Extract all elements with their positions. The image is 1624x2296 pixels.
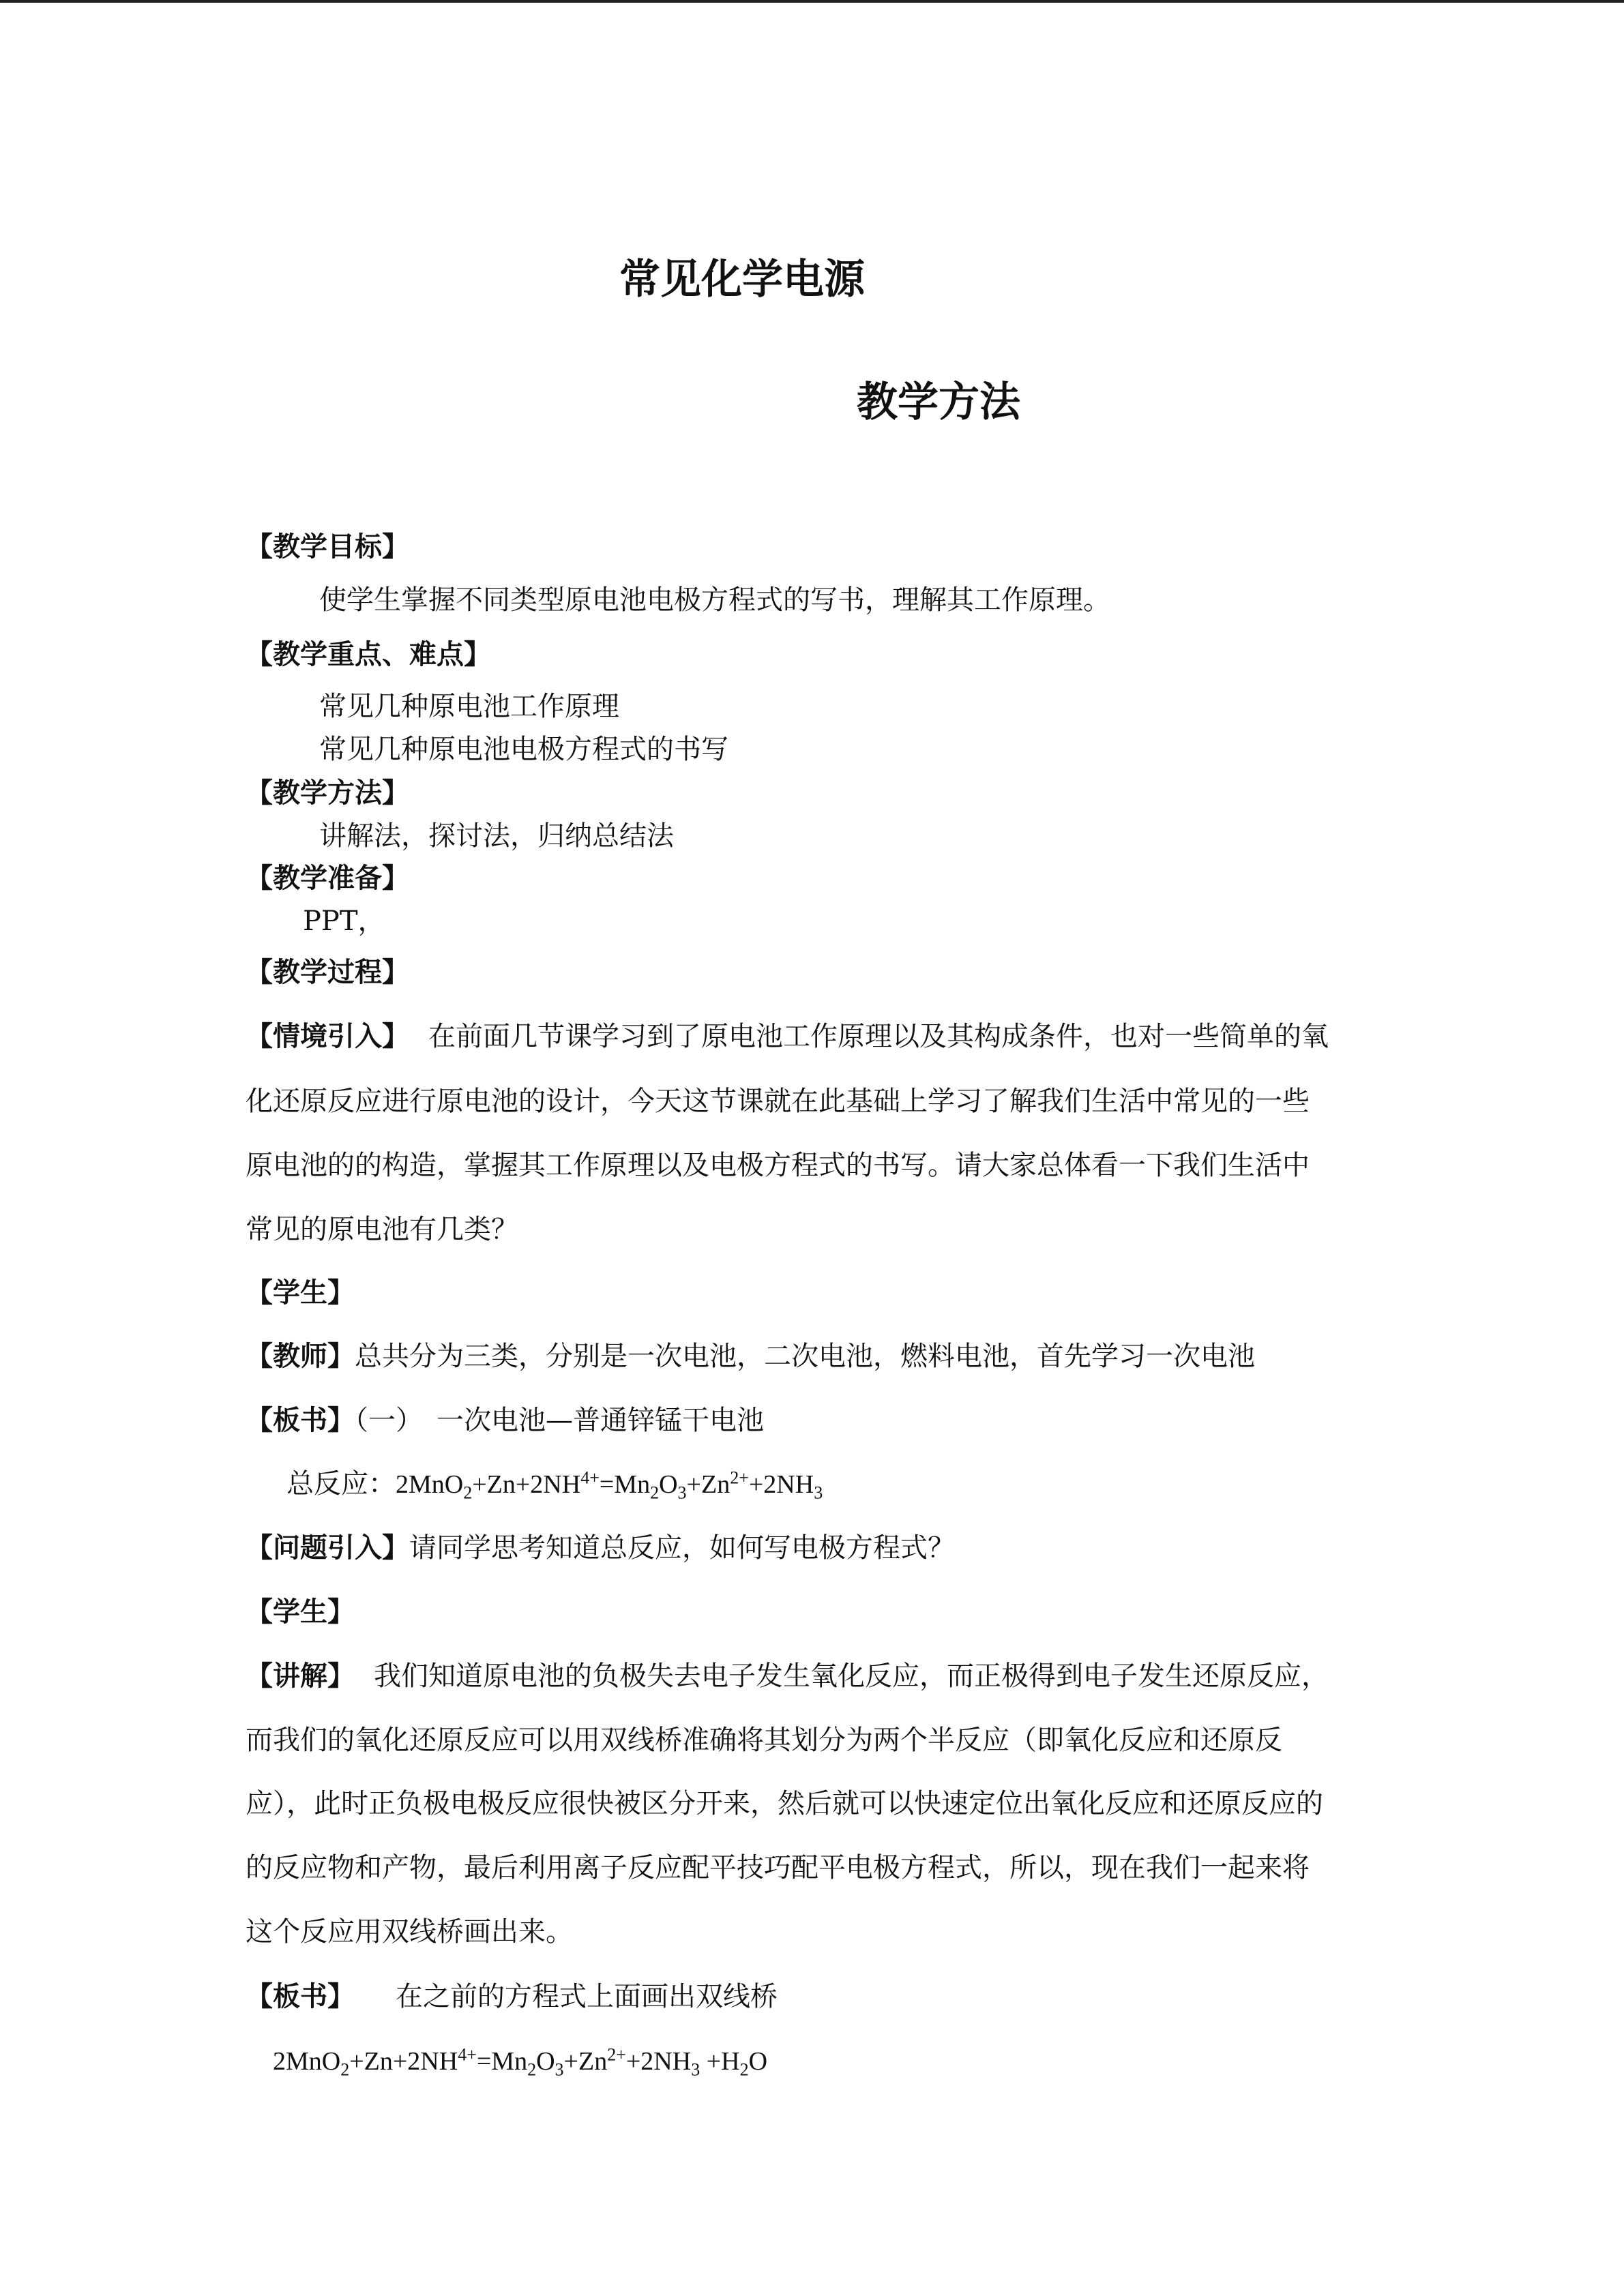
section-methods-heading: 【教学方法】 — [246, 777, 409, 809]
explain-paragraph-line: 【讲解】 我们知道原电池的负极失去电子发生氧化反应，而正极得到电子发生还原反应， — [246, 1660, 1329, 1692]
key-point-item: 常见几种原电池工作原理 — [319, 691, 619, 722]
preparation-text: PPT， — [303, 906, 385, 937]
teacher-heading: 【教师】 — [246, 1341, 355, 1372]
section-process-heading: 【教学过程】 — [246, 957, 409, 988]
board-heading: 【板书】 — [246, 1405, 355, 1436]
board-line: 【板书】 在之前的方程式上面画出双线桥 — [246, 1981, 778, 2012]
teacher-line: 【教师】总共分为三类，分别是一次电池，二次电池，燃料电池，首先学习一次电池 — [246, 1341, 1255, 1372]
intro-paragraph-line: 【情境引入】 在前面几节课学习到了原电池工作原理以及其构成条件，也对一些简单的氧 — [246, 1021, 1329, 1052]
question-line: 【问题引入】请同学思考知道总反应，如何写电极方程式？ — [246, 1532, 955, 1564]
intro-paragraph-line: 化还原反应进行原电池的设计，今天这节课就在此基础上学习了解我们生活中常见的一些 — [246, 1086, 1310, 1117]
question-heading: 【问题引入】 — [246, 1532, 409, 1564]
section-key-points-heading: 【教学重点、难点】 — [246, 639, 491, 670]
total-reaction-equation: 总反应：$2MnO_2+Zn+2NH^{4+}=Mn_2O_3+Zn^{2+}+2NH_3$ — [286, 1467, 823, 1503]
explain-paragraph-line: 而我们的氧化还原反应可以用双线桥准确将其划分为两个半反应（即氧化反应和还原反 — [246, 1725, 1282, 1756]
student-heading: 【学生】 — [246, 1277, 355, 1309]
document-subtitle: 教学方法 — [857, 378, 1020, 426]
board-equation: $2MnO_2+Zn+2NH^{4+}=Mn_2O_3+Zn^{2+}+2NH_3 +H_2O$ — [273, 2044, 768, 2080]
section-preparation-heading: 【教学准备】 — [246, 863, 409, 894]
methods-text: 讲解法，探讨法，归纳总结法 — [319, 820, 674, 852]
intro-heading: 【情境引入】 — [246, 1021, 409, 1052]
explain-paragraph-line: 的反应物和产物，最后利用离子反应配平技巧配平电极方程式，所以，现在我们一起来将 — [246, 1852, 1310, 1883]
board-line: 【板书】（一） 一次电池—普通锌锰干电池 — [246, 1405, 764, 1436]
key-point-item: 常见几种原电池电极方程式的书写 — [319, 734, 728, 765]
board-heading: 【板书】 — [246, 1981, 355, 2012]
intro-paragraph-line: 常见的原电池有几类？ — [246, 1214, 518, 1245]
intro-paragraph-line: 原电池的的构造，掌握其工作原理以及电极方程式的书写。请大家总体看一下我们生活中 — [246, 1150, 1310, 1181]
explain-paragraph-line: 应），此时正负极电极反应很快被区分开来，然后就可以快速定位出氧化反应和还原反应的 — [246, 1788, 1323, 1819]
objective-text: 使学生掌握不同类型原电池电极方程式的写书，理解其工作原理。 — [319, 584, 1110, 616]
document-title: 常见化学电源 — [619, 256, 865, 303]
student-heading: 【学生】 — [246, 1596, 355, 1628]
section-objective-heading: 【教学目标】 — [246, 531, 409, 563]
explain-heading: 【讲解】 — [246, 1660, 355, 1692]
explain-paragraph-line: 这个反应用双线桥画出来。 — [246, 1916, 573, 1948]
